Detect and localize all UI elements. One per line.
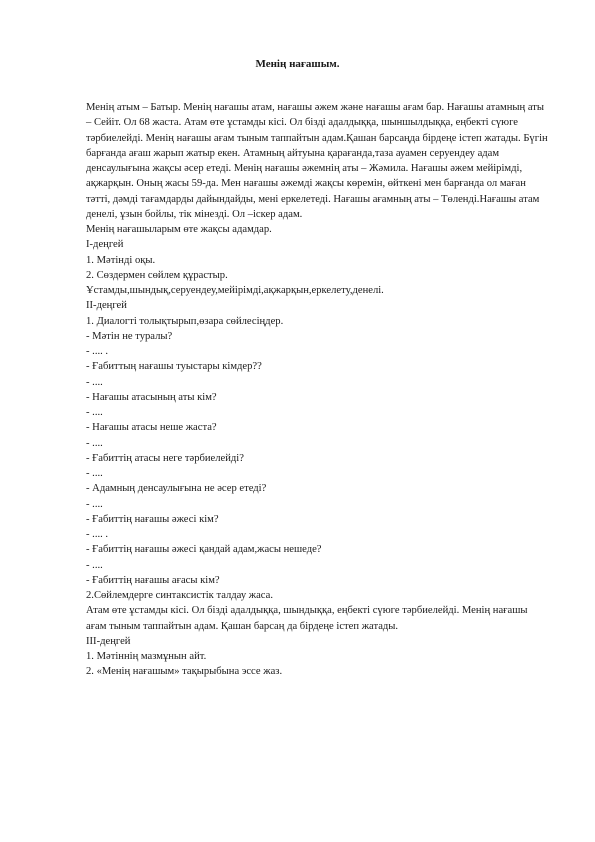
text-line: Менің нағашыларым өте жақсы адамдар. <box>86 224 272 235</box>
task-line: 2. «Менің нағашым» тақырыбына эссе жаз. <box>86 666 283 678</box>
dialogue-answer: - .... <box>86 437 103 449</box>
dialogue-question: - Адамның денсаулығына не әсер етеді? <box>86 483 267 495</box>
document-title: Менің нағашым. <box>255 58 340 70</box>
dialogue-answer: - .... <box>86 468 103 479</box>
task-line: 2.Сөйлемдерге синтаксистік талдау жаса. <box>86 590 273 601</box>
story-paragraph: Менің атым – Батыр. Менің нағашы атам, нағашы әжем және нағашы ағам бар. Нағашы атамның аты – Сейіт. Ол 68 жаста. Атам өте ұстамды кісі. Ол бізді адалдыққа, шыншылдыққа, еңбекті сүюге тәрбиелейді. Менің нағашы ағам тыным таппайтын адам.Қашан барсаңда бірдеңе істеп жатады. Бүгін барғанда ағаш жарып жатыр екен. Атамның айтуына қарағанда,таза ауамен серуендеу адам денсаулығына жақсы әсер етеді. Менің нағашы әжемнің аты – Жәмила. Нағашы әжем мейірімді, ақжарқын. Оның жасы 59-да. Мен нағашы әжемді жақсы көремін, өйткені мен барғанда ол маған тәтті, дәмді тағамдарды дайындайды, мені еркелетеді. Нағашы ағамның аты – Төленді.Нағашы атам денелі, ұзын бойлы, тік мінезді. Ол –іскер адам. <box>86 102 548 220</box>
dialogue-answer: - .... <box>86 498 103 510</box>
dialogue-answer: - .... <box>86 407 103 418</box>
analysis-paragraph: Атам өте ұстамды кісі. Ол бізді адалдыққа, шындыққа, еңбекті сүюге тәрбиелейді. Менің нағашы ағам тыным таппайтын адам. Қашан барсаң да бірдеңе істеп жатады. <box>86 605 528 632</box>
task-line: 1. Мәтіннің мазмұнын айт. <box>86 651 207 662</box>
dialogue-answer: - .... . <box>86 346 109 357</box>
task-line: 1. Диалогті толықтырып,өзара сөйлесіңдер. <box>86 315 284 327</box>
dialogue-answer: - .... . <box>86 529 109 540</box>
dialogue-question: - Ғабиттің атасы неге тәрбиелейді? <box>86 452 244 464</box>
level-1-heading: І-деңгей <box>86 239 124 251</box>
word-list: Ұстамды,шындық,серуендеу,мейірімді,ақжарқын,еркелету,денелі. <box>86 285 384 296</box>
dialogue-question: - Ғабиттің нағашы ағасы кім? <box>86 574 220 586</box>
task-line: 1. Мәтінді оқы. <box>86 254 156 266</box>
dialogue-question: - Мәтін не туралы? <box>86 330 173 342</box>
dialogue-question: - Нағашы атасының аты кім? <box>86 391 217 403</box>
dialogue-question: - Ғабиттің нағашы әжесі қандай адам,жасы нешеде? <box>86 544 322 556</box>
level-3-heading: ІІІ-деңгей <box>86 635 131 647</box>
task-line: 2. Сөздермен сөйлем құрастыр. <box>86 269 228 281</box>
dialogue-question: - Ғабиттің нағашы әжесі кім? <box>86 513 219 525</box>
document-body <box>86 100 548 680</box>
level-2-heading: ІІ-деңгей <box>86 300 127 312</box>
dialogue-question: - Ғабиттың нағашы туыстары кімдер?? <box>86 361 262 373</box>
dialogue-answer: - .... <box>86 559 103 571</box>
dialogue-answer: - .... <box>86 376 103 388</box>
dialogue-question: - Нағашы атасы неше жаста? <box>86 422 217 434</box>
